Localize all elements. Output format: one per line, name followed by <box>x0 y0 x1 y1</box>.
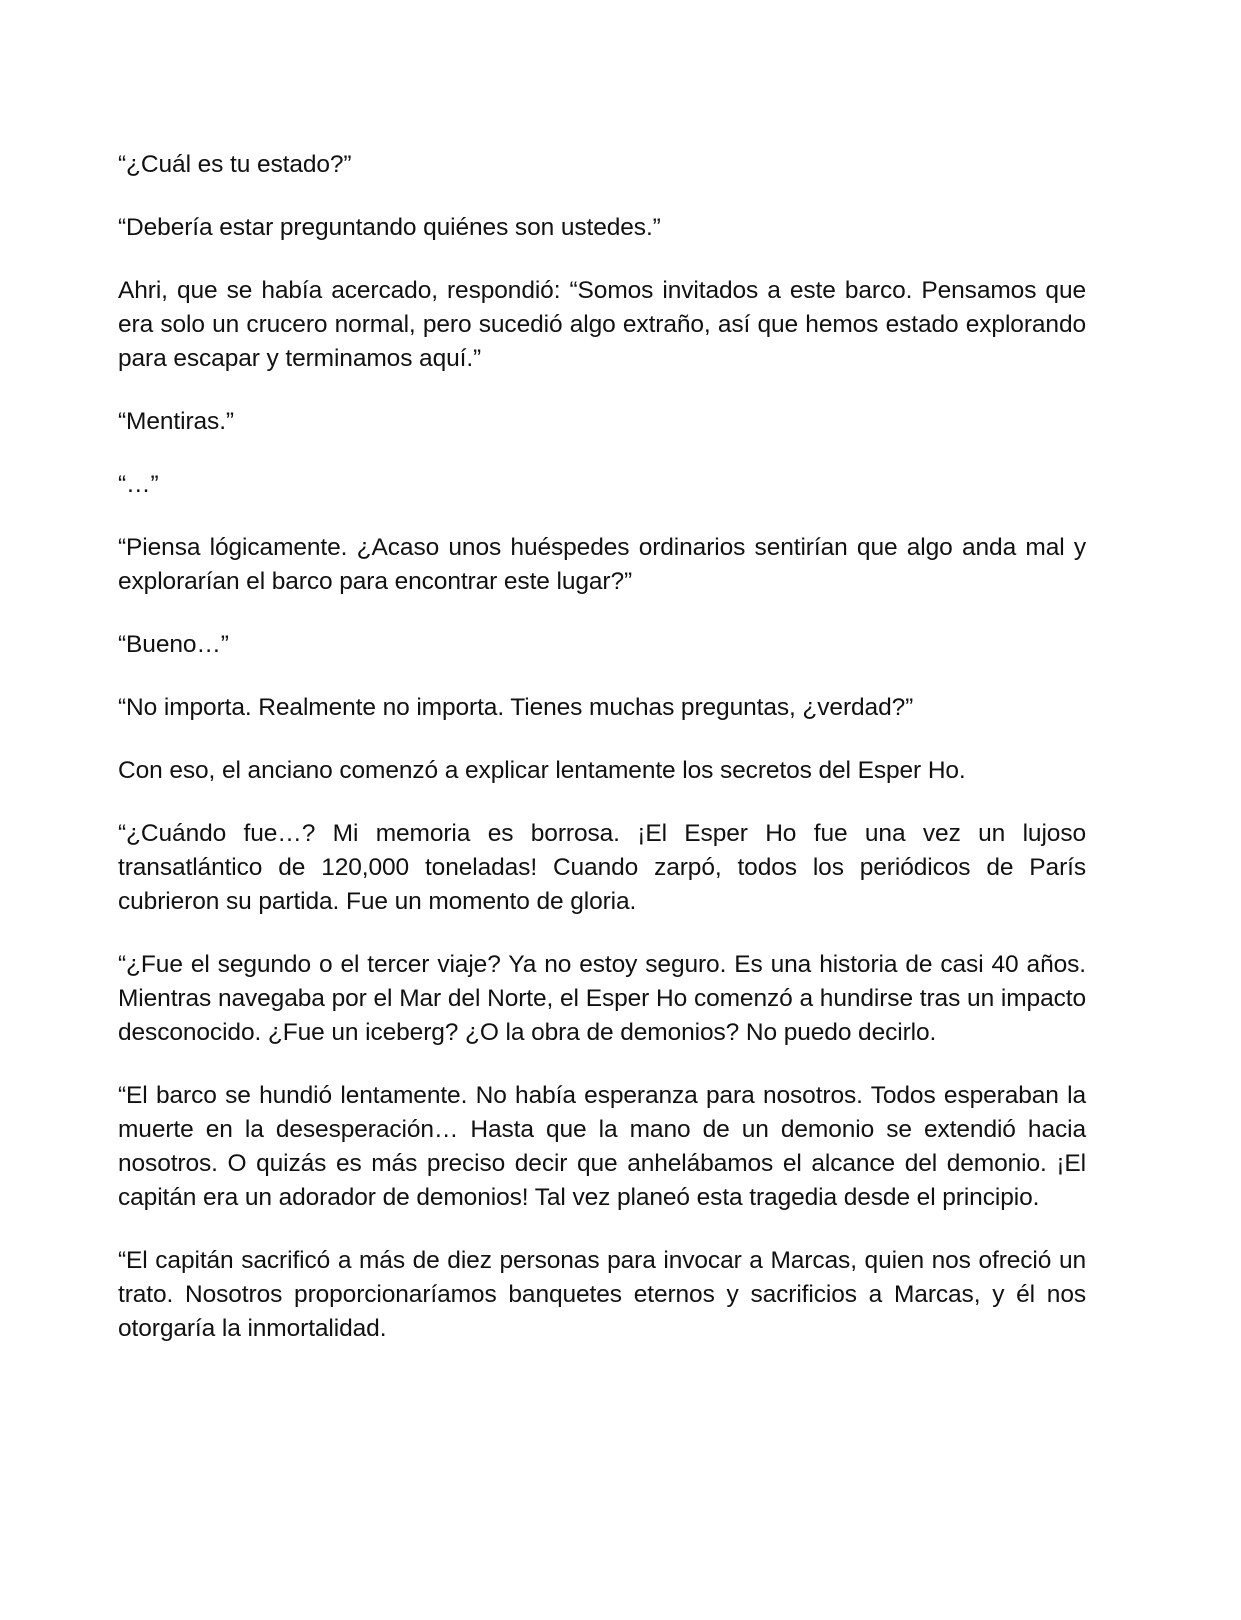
paragraph-5: “…” <box>118 471 159 498</box>
paragraph-11: “¿Fue el segundo o el tercer viaje? Ya no estoy seguro. Es una historia de casi 40 años. Mientras navegaba por el Mar del Norte, el Esper Ho comenzó a hundirse tras un impacto desconocido. ¿Fue un iceberg? ¿O la obra de demonios? No puedo decirlo. <box>118 951 1086 1046</box>
paragraph-9: Con eso, el anciano comenzó a explicar lentamente los secretos del Esper Ho. <box>118 757 966 784</box>
paragraph-4: “Mentiras.” <box>118 408 234 435</box>
paragraph-13: “El capitán sacrificó a más de diez personas para invocar a Marcas, quien nos ofreció un trato. Nosotros proporcionaríamos banquetes eternos y sacrificios a Marcas, y él nos otorgaría la inmortalidad. <box>118 1247 1086 1342</box>
paragraph-7: “Bueno…” <box>118 631 229 658</box>
paragraph-6: “Piensa lógicamente. ¿Acaso unos huéspedes ordinarios sentirían que algo anda mal y explorarían el barco para encontrar este lugar?” <box>118 534 1086 595</box>
paragraph-10: “¿Cuándo fue…? Mi memoria es borrosa. ¡El Esper Ho fue una vez un lujoso transatlántico de 120,000 toneladas! Cuando zarpó, todos los periódicos de París cubrieron su partida. Fue un momento de gloria. <box>118 820 1086 915</box>
paragraph-3: Ahri, que se había acercado, respondió: “Somos invitados a este barco. Pensamos que era solo un crucero normal, pero sucedió algo extraño, así que hemos estado explorando para escapar y terminamos aquí.” <box>118 277 1086 372</box>
paragraph-1: “¿Cuál es tu estado?” <box>118 151 352 178</box>
text-block <box>118 148 1086 1375</box>
paragraph-2: “Debería estar preguntando quiénes son ustedes.” <box>118 214 661 241</box>
paragraph-8: “No importa. Realmente no importa. Tienes muchas preguntas, ¿verdad?” <box>118 694 914 721</box>
paragraph-12: “El barco se hundió lentamente. No había esperanza para nosotros. Todos esperaban la muerte en la desesperación… Hasta que la mano de un demonio se extendió hacia nosotros. O quizás es más preciso decir que anhelábamos el alcance del demonio. ¡El capitán era un adorador de demonios! Tal vez planeó esta tragedia desde el principio. <box>118 1082 1086 1211</box>
